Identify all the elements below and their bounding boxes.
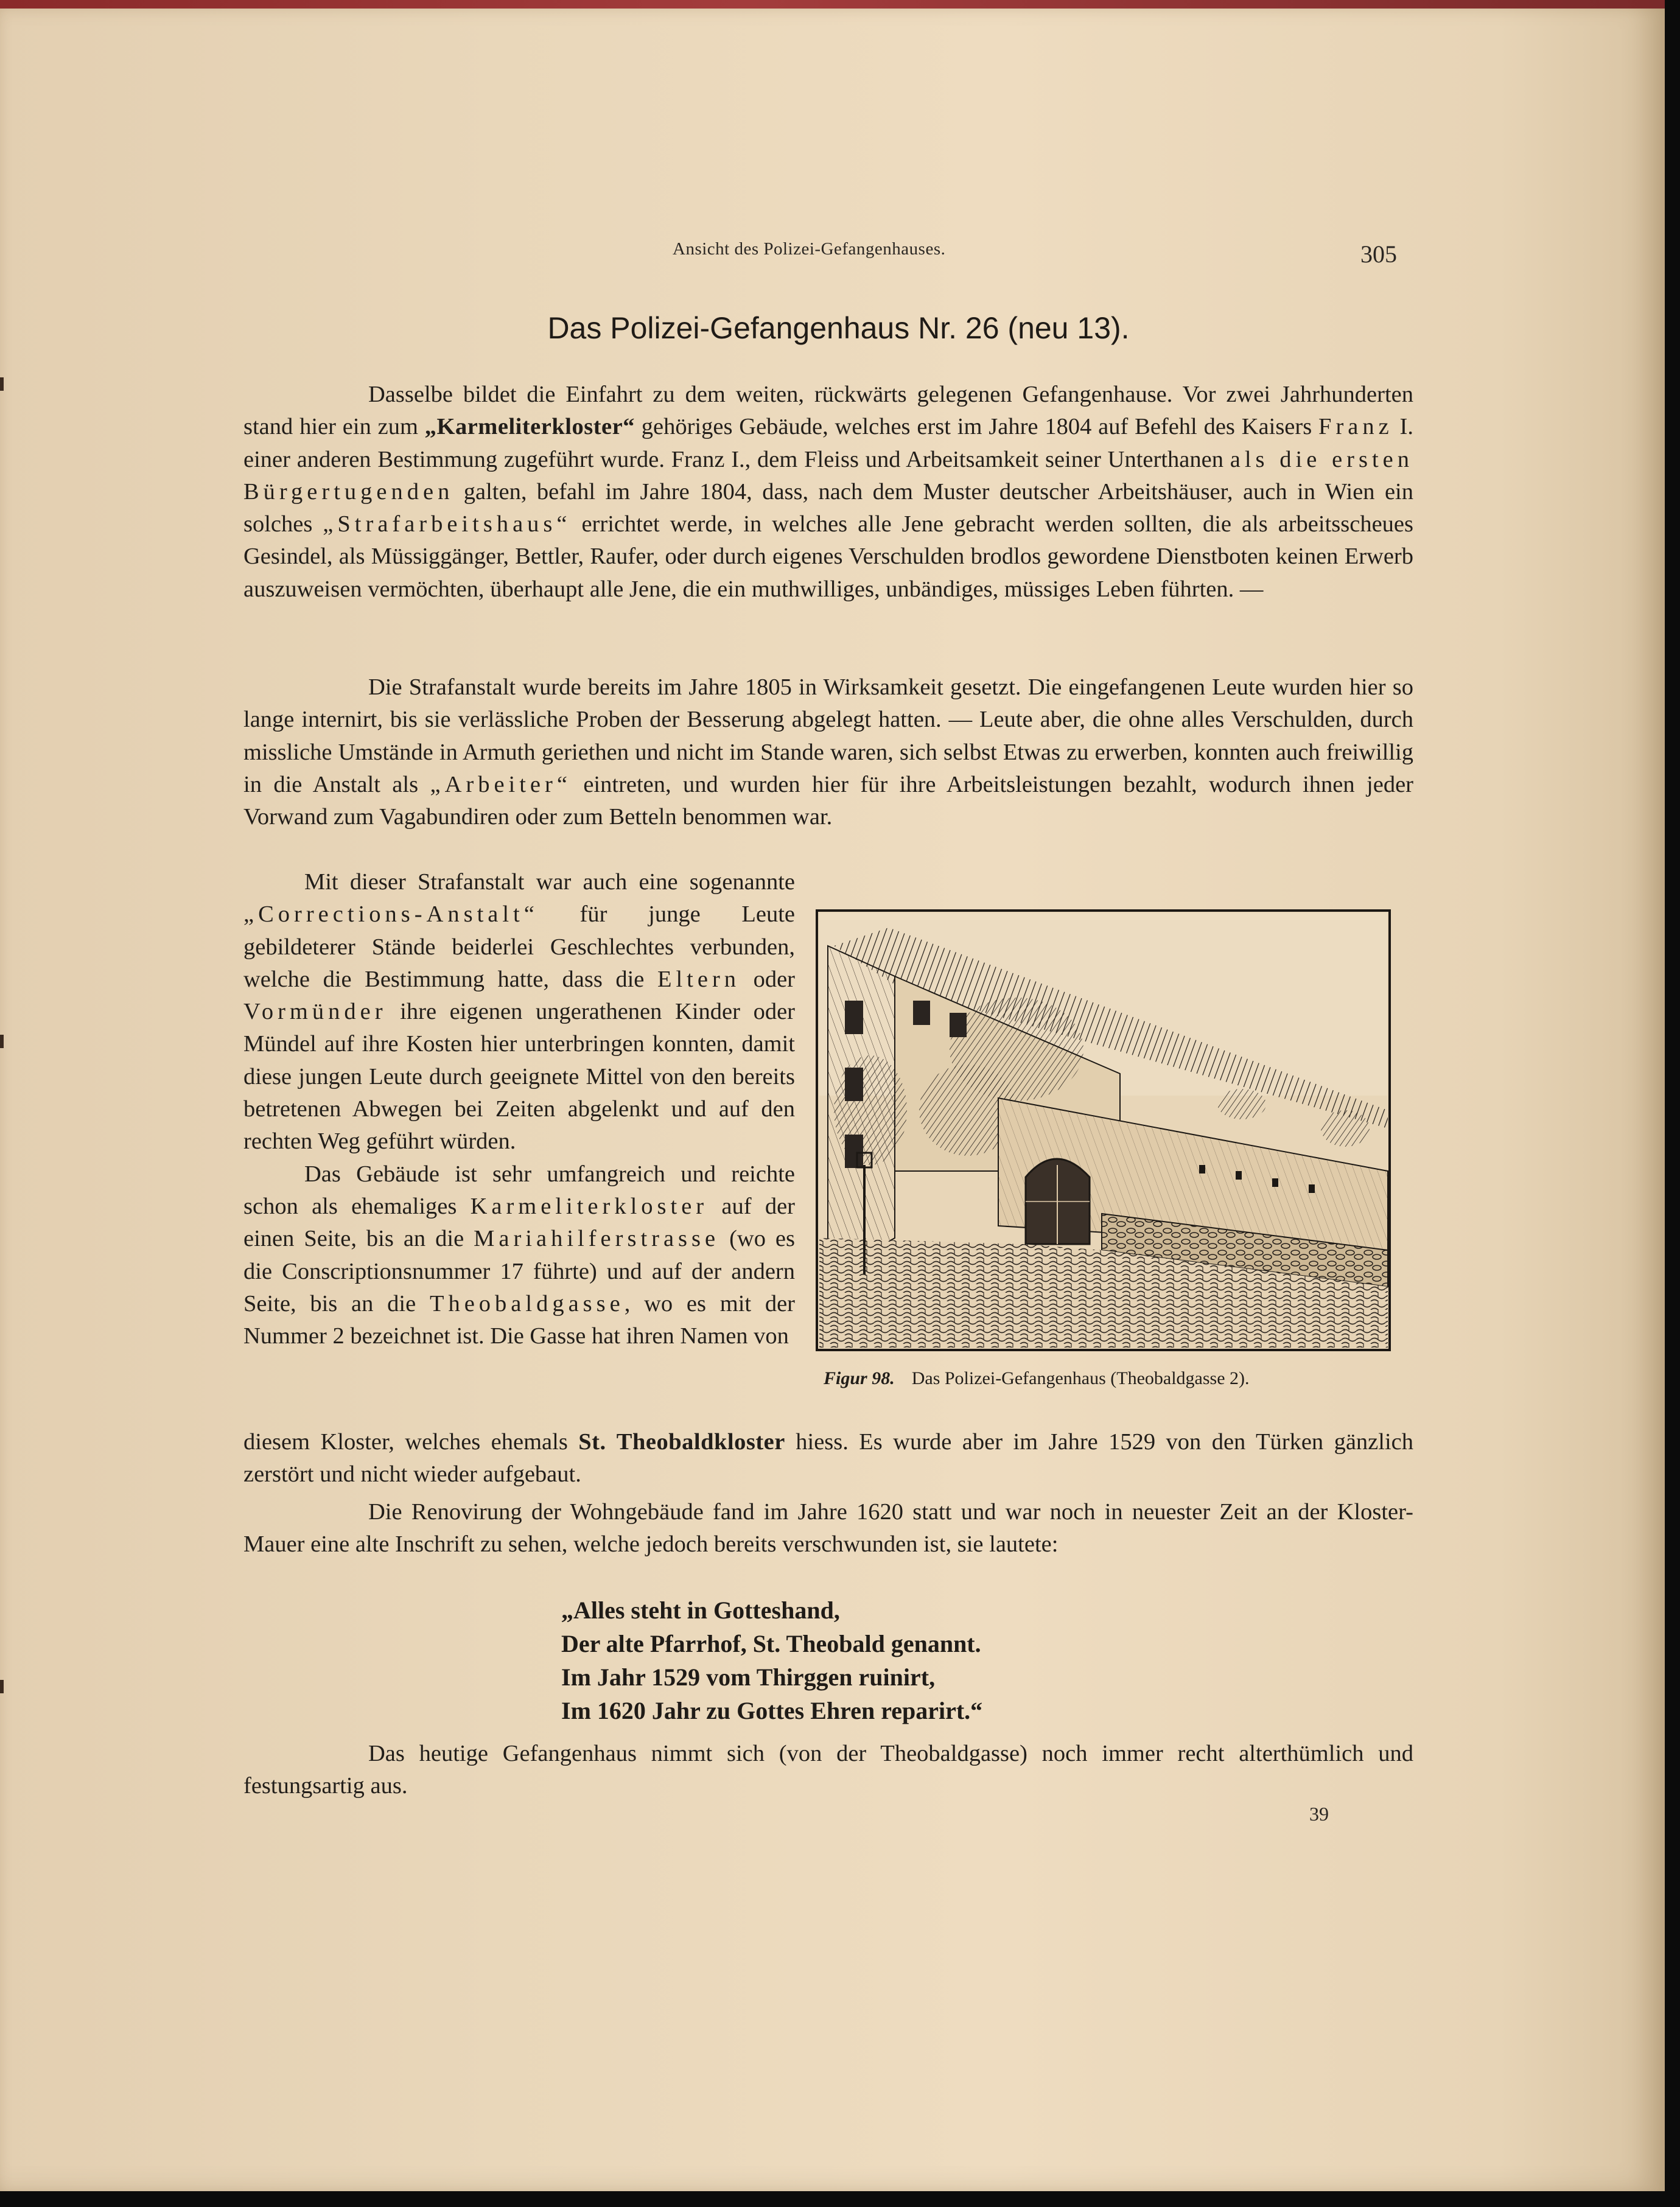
figure-caption-text: Das Polizei-Gefangenhaus (Theobaldgasse 2). [911, 1368, 1250, 1388]
page-number: 305 [1360, 240, 1397, 268]
inscription-line: Im 1620 Jahr zu Gottes Ehren reparirt.“ [561, 1697, 983, 1724]
emphasis-karmeliterkloster: „Karmeliterkloster“ [424, 414, 635, 440]
prison-building-engraving [816, 909, 1391, 1351]
emphasis-buergertugenden: als die ersten Bürgertugenden [243, 446, 1414, 505]
emphasis-strafarbeitshaus: „Strafarbeitshaus“ [323, 511, 572, 537]
paragraph-2: Die Strafanstalt wurde bereits im Jahre 1805 in Wirksamkeit gesetzt. Die eingefangenen Leute wurden hier so lange internirt, bis sie verlässliche Proben der Besserung abgelegt hatten. — Leute aber, die ohne alles Verschulden, durch missliche Umstände in Armuth geriethen und nicht im Stande waren, sich selbst Etwas zu erwerben, konnten auch freiwillig in die Anstalt als „Arbeiter“ eintreten, und wurden hier für ihre Arbeitsleistungen bezahlt, wodurch ihnen jeder Vorwand zum Vagabundiren oder zum Betteln benommen war. [243, 674, 1413, 830]
emphasis-theobaldgasse: Theobaldgasse [429, 1290, 625, 1317]
inscription-line: „Alles steht in Gotteshand, [561, 1597, 840, 1624]
emphasis-corrections-anstalt: „Corrections-Anstalt“ [243, 901, 539, 928]
inscription-line: Im Jahr 1529 vom Thirggen ruinirt, [561, 1663, 936, 1691]
paragraph-6: Das heutige Gefangenhaus nimmt sich (von der Theobaldgasse) noch immer recht alterthümlich und festungsartig aus. [243, 1741, 1413, 1799]
binding-mark [0, 377, 4, 391]
emphasis-karmeliterkloster-spaced: Karmeliterkloster [470, 1193, 709, 1219]
inscription-line: Der alte Pfarrhof, St. Theobald genannt. [561, 1630, 981, 1657]
emphasis-franz: Franz [1318, 414, 1393, 440]
emphasis-eltern: Eltern [657, 966, 741, 992]
binding-mark [0, 1035, 4, 1048]
figure-label: Figur 98. [824, 1368, 895, 1388]
paragraph-side-column [243, 866, 795, 1352]
emphasis-vormuender: Vormünder [243, 999, 387, 1025]
inscription-quote [561, 1593, 982, 1727]
emphasis-mariahilferstrasse: Mariahilferstrasse [474, 1226, 720, 1252]
figure-caption [824, 1368, 1250, 1389]
paragraph-1: Dasselbe bildet die Einfahrt zu dem weiten, rückwärts gelegenen Gefangenhause. Vor zwei Jahrhunderten stand hier ein zum „Karmeliterkloster“ gehöriges Gebäude, welches erst im Jahre 1804 auf Befehl des Kaisers Franz I. einer anderen Bestimmung zugeführt wurde. Franz I., dem Fleiss und Arbeitsamkeit seiner Unterthanen als die ersten Bürgertugenden galten, befahl im Jahre 1804, dass, nach dem Muster deutscher Arbeitshäuser, auch in Wien ein solches „Strafarbeitshaus“ errichtet werde, in welches alle Jene gebracht werden sollten, die als arbeitsscheues Gesindel, als Müssiggänger, Bettler, Raufer, oder durch eigenes Verschulden brodlos gewordene Dienstboten keinen Erwerb auszuweisen vermöchten, überhaupt alle Jene, die ein muthwilliges, unbändiges, müssiges Leben führten. — [243, 382, 1414, 602]
paragraph-5: Die Renovirung der Wohngebäude fand im Jahre 1620 statt und war noch in neuester Zeit an der Kloster-Mauer eine alte Inschrift zu sehen, welche jedoch bereits verschwunden ist, sie lautete: [243, 1499, 1413, 1558]
page-top-edge [0, 0, 1665, 9]
chapter-title: Das Polizei-Gefangenhaus Nr. 26 (neu 13). [547, 311, 1130, 345]
emphasis-arbeiter: „Arbeiter“ [430, 771, 572, 797]
signature-mark: 39 [1309, 1803, 1329, 1825]
binding-mark [0, 1680, 4, 1693]
paragraph-4: Das Gebäude ist sehr umfangreich und reichte schon als ehemaliges Karmeliterkloster auf der einen Seite, bis an die Mariahilferstrasse (wo es die Conscriptionsnummer 17 führte) und auf der andern Seite, bis an die Theobaldgasse, wo es mit der Nummer 2 bezeichnet ist. Die Gasse hat ihren Namen von [243, 1161, 796, 1349]
emphasis-st-theobaldkloster: St. Theobaldkloster [578, 1429, 785, 1455]
paragraph-4-continued: diesem Kloster, welches ehemals St. Theobaldkloster hiess. Es wurde aber im Jahre 1529 von den Türken gänzlich zerstört und nicht wieder aufgebaut. [243, 1429, 1413, 1488]
paragraph-3: Mit dieser Strafanstalt war auch eine sogenannte „Corrections-Anstalt“ für junge Leute gebildeterer Stände beiderlei Geschlechtes verbunden, welche die Bestimmung hatte, dass die Eltern oder Vormünder ihre eigenen ungerathenen Kinder oder Mündel auf ihre Kosten hier unterbringen konnten, damit diese jungen Leute durch geeignete Mittel von den bereits betretenen Abwegen bei Zeiten abgelenkt und auf den rechten Weg geführt würden. [243, 869, 795, 1155]
running-head: Ansicht des Polizei-Gefangenhauses. [673, 239, 946, 259]
figure-illustration [816, 909, 1391, 1351]
